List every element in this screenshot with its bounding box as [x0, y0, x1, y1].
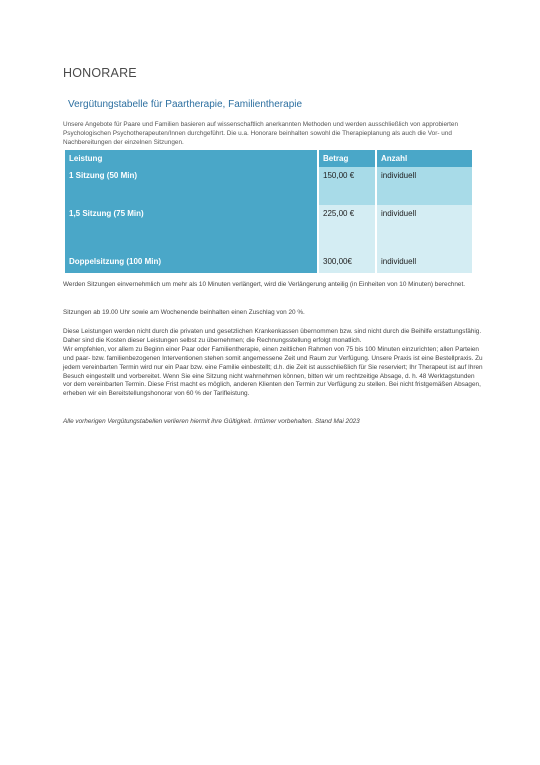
- header-betrag: Betrag: [319, 150, 375, 167]
- insurance-text: Diese Leistungen werden nicht durch die privaten und gesetzlichen Krankenkassen übernommen bzw. sind nicht durch die Beihilfe erstattungsfähig. Daher sind die Kosten dieser Leistungen selbst zu übernehmen; die Rechnungsstellung erfolgt monatlich.: [63, 328, 482, 344]
- cell-leistung: 1,5 Sitzung (75 Min): [65, 205, 317, 253]
- cell-anzahl: individuell: [377, 205, 472, 253]
- intro-paragraph: Unsere Angebote für Paare und Familien basieren auf wissenschaftlich anerkannten Methoden und werden ausschließlich von approbierten Psychologischen Psychotherapeuten/Innen durchgeführt. Die u.a. Honorare beinhalten sowohl die Therapieplanung als auch die Vor- und Nachbereitungen der einzelnen Sitzungen.: [63, 121, 459, 146]
- cell-anzahl: individuell: [377, 253, 472, 273]
- price-table: [63, 150, 474, 273]
- table-header-row: [65, 150, 472, 167]
- table-row: [65, 205, 472, 253]
- cell-anzahl: individuell: [377, 167, 472, 205]
- extension-note: Werden Sitzungen einvernehmlich um mehr als 10 Minuten verlängert, wird die Verlängerung anteilig (in Einheiten von 10 Minuten) berechnet.: [63, 281, 466, 288]
- recommendation-text: Wir empfehlen, vor allem zu Beginn einer Paar oder Familientherapie, einen zeitlichen Rahmen von 75 bis 100 Minuten einzurichten; allen Parteien und paar- bzw. familienbezogenen Interventionen stehen somit angemessene Zeit und Raum zur Verfügung. Unsere Praxis ist eine Bestellpraxis. Zu jedem vereinbarten Termin wird nur ein Paar bzw. eine Familie einbestellt; d.h. die Zeit ist ausschließlich für Sie reserviert; Ihr Therapeut ist auf Ihren Besuch eingestellt und vorbereitet. Wenn Sie eine Sitzung nicht wahrnehmen können, bitten wir um rechtzeitige Absage, d. h. 48 Werktagstunden vor dem vereinbarten Termin. Diese Frist macht es möglich, anderen Klienten den Termin zur Verfügung zu stellen. Bei nicht fristgemäßen Absagen, erheben wir ein Bereitstellungshonorar von 60 % der Tarifleistung.: [63, 345, 483, 398]
- cell-betrag: 150,00 €: [319, 167, 375, 205]
- insurance-note: [63, 328, 483, 399]
- cell-leistung: Doppelsitzung (100 Min): [65, 253, 317, 273]
- page-title: HONORARE: [63, 66, 137, 80]
- surcharge-note: Sitzungen ab 19.00 Uhr sowie am Wochenende beinhalten einen Zuschlag von 20 %.: [63, 309, 305, 316]
- table-row: [65, 167, 472, 205]
- header-anzahl: Anzahl: [377, 150, 472, 167]
- cell-betrag: 225,00 €: [319, 205, 375, 253]
- cell-betrag: 300,00€: [319, 253, 375, 273]
- section-subtitle: Vergütungstabelle für Paartherapie, Familientherapie: [68, 99, 303, 110]
- validity-note: Alle vorherigen Vergütungstabellen verlieren hiermit ihre Gültigkeit. Irrtümer vorbehalten. Stand Mai 2023: [63, 418, 360, 425]
- cell-leistung: 1 Sitzung (50 Min): [65, 167, 317, 205]
- header-leistung: Leistung: [65, 150, 317, 167]
- table-row: [65, 253, 472, 273]
